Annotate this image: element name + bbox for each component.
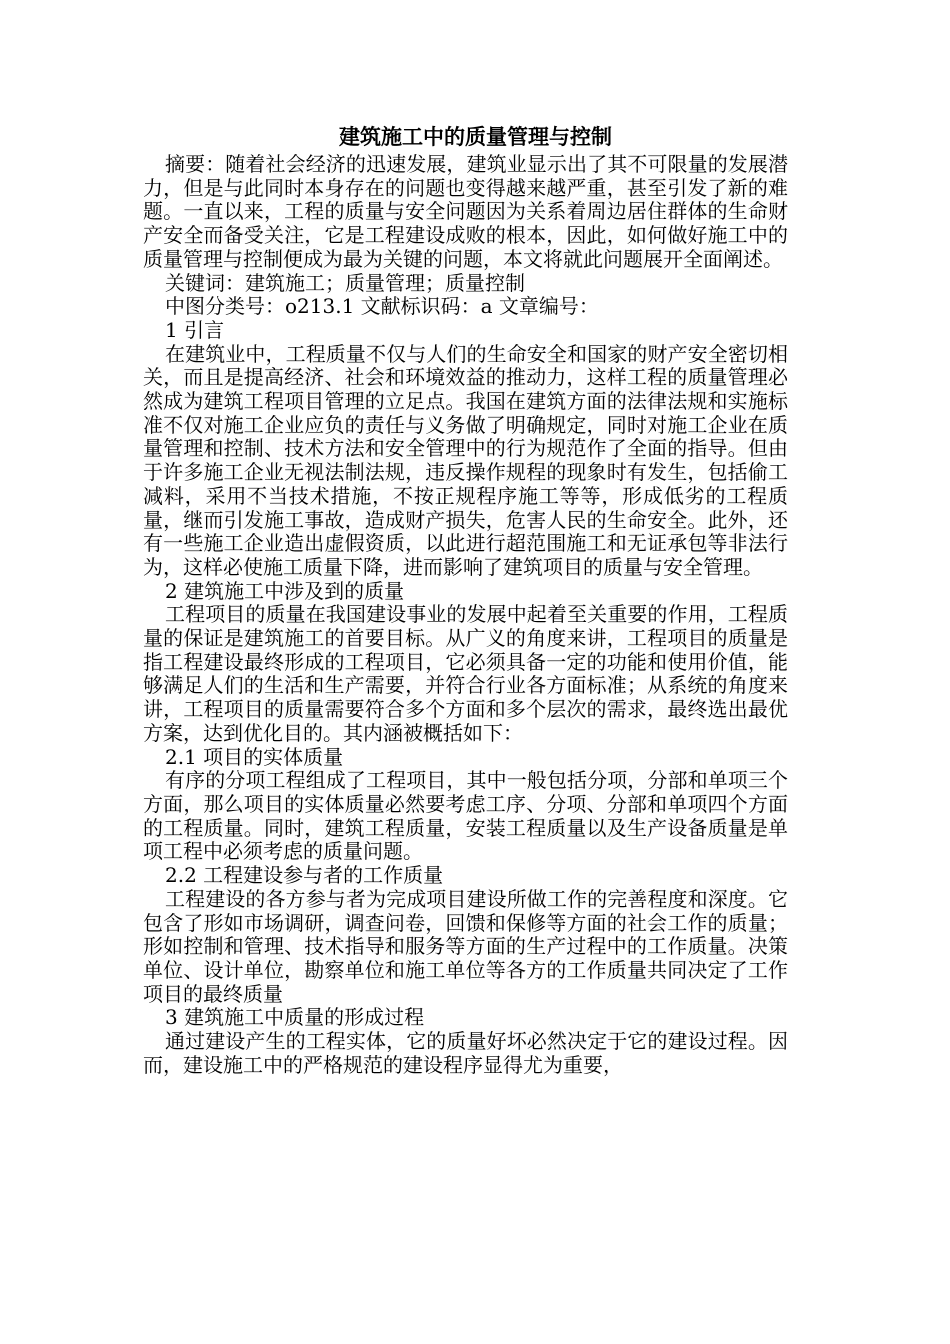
section-heading-2-1: 2.1 项目的实体质量: [165, 744, 344, 769]
section-2-2-paragraph: 工程建设的各方参与者为完成项目建设所做工作的完善程度和深度。它包含了形如市场调研，调查问卷，回馈和保修等方面的社会工作的质量；形如控制和管理、技术指导和服务等方面的生产过程中的工作质量。决策单位、设计单位，勘察单位和施工单位等各方的工作质量共同决定了工作项目的最终质量: [143, 886, 788, 1006]
section-1-paragraph: 在建筑业中，工程质量不仅与人们的生命安全和国家的财产安全密切相关，而且是提高经济、社会和环境效益的推动力，这样工程的质量管理必然成为建筑工程项目管理的立足点。我国在建筑方面的法律法规和实施标准不仅对施工企业应负的责任与义务做了明确规定，同时对施工企业在质量管理和控制、技术方法和安全管理中的行为规范作了全面的指导。但由于许多施工企业无视法制法规，违反操作规程的现象时有发生，包括偷工减料，采用不当技术措施，不按正规程序施工等等，形成低劣的工程质量，继而引发施工事故，造成财产损失，危害人民的生命安全。此外，还有一些施工企业造出虚假资质，以此进行超范围施工和无证承包等非法行为，这样必使施工质量下降，进而影响了建筑项目的质量与安全管理。: [143, 341, 788, 579]
document-title: 建筑施工中的质量管理与控制: [339, 124, 612, 149]
section-heading-2: 2 建筑施工中涉及到的质量: [165, 578, 405, 603]
section-2-1-paragraph: 有序的分项工程组成了工程项目，其中一般包括分项，分部和单项三个方面，那么项目的实体质量必然要考虑工序、分项、分部和单项四个方面的工程质量。同时，建筑工程质量，安装工程质量以及生产设备质量是单项工程中必须考虑的质量问题。: [143, 768, 788, 864]
section-heading-3: 3 建筑施工中质量的形成过程: [165, 1005, 425, 1030]
document-page: [143, 121, 788, 1077]
section-3-paragraph: 通过建设产生的工程实体，它的质量好坏必然决定于它的建设过程。因而，建设施工中的严格规范的建设程序显得尤为重要，: [143, 1029, 788, 1077]
abstract-paragraph: 摘要：随着社会经济的迅速发展，建筑业显示出了其不可限量的发展潜力，但是与此同时本身存在的问题也变得越来越严重，甚至引发了新的难题。一直以来，工程的质量与安全问题因为关系着周边居住群体的生命财产安全而备受关注，它是工程建设成败的根本，因此，如何做好施工中的质量管理与控制便成为最为关键的问题，本文将就此问题展开全面阐述。: [143, 152, 788, 271]
section-heading-1: 1 引言: [165, 317, 225, 342]
section-heading-2-2: 2.2 工程建设参与者的工作质量: [165, 863, 444, 888]
section-2-paragraph: 工程项目的质量在我国建设事业的发展中起着至关重要的作用，工程质量的保证是建筑施工的首要目标。从广义的角度来讲，工程项目的质量是指工程建设最终形成的工程项目，它必须具备一定的功能和使用价值，能够满足人们的生活和生产需要，并符合行业各方面标准；从系统的角度来讲，工程项目的质量需要符合多个方面和多个层次的需求，最终选出最优方案，达到优化目的。其内涵被概括如下：: [143, 602, 788, 745]
keywords-line: 关键词：建筑施工；质量管理；质量控制: [165, 270, 525, 295]
classification-line: 中图分类号：o213.1 文献标识码：a 文章编号：: [165, 294, 599, 319]
